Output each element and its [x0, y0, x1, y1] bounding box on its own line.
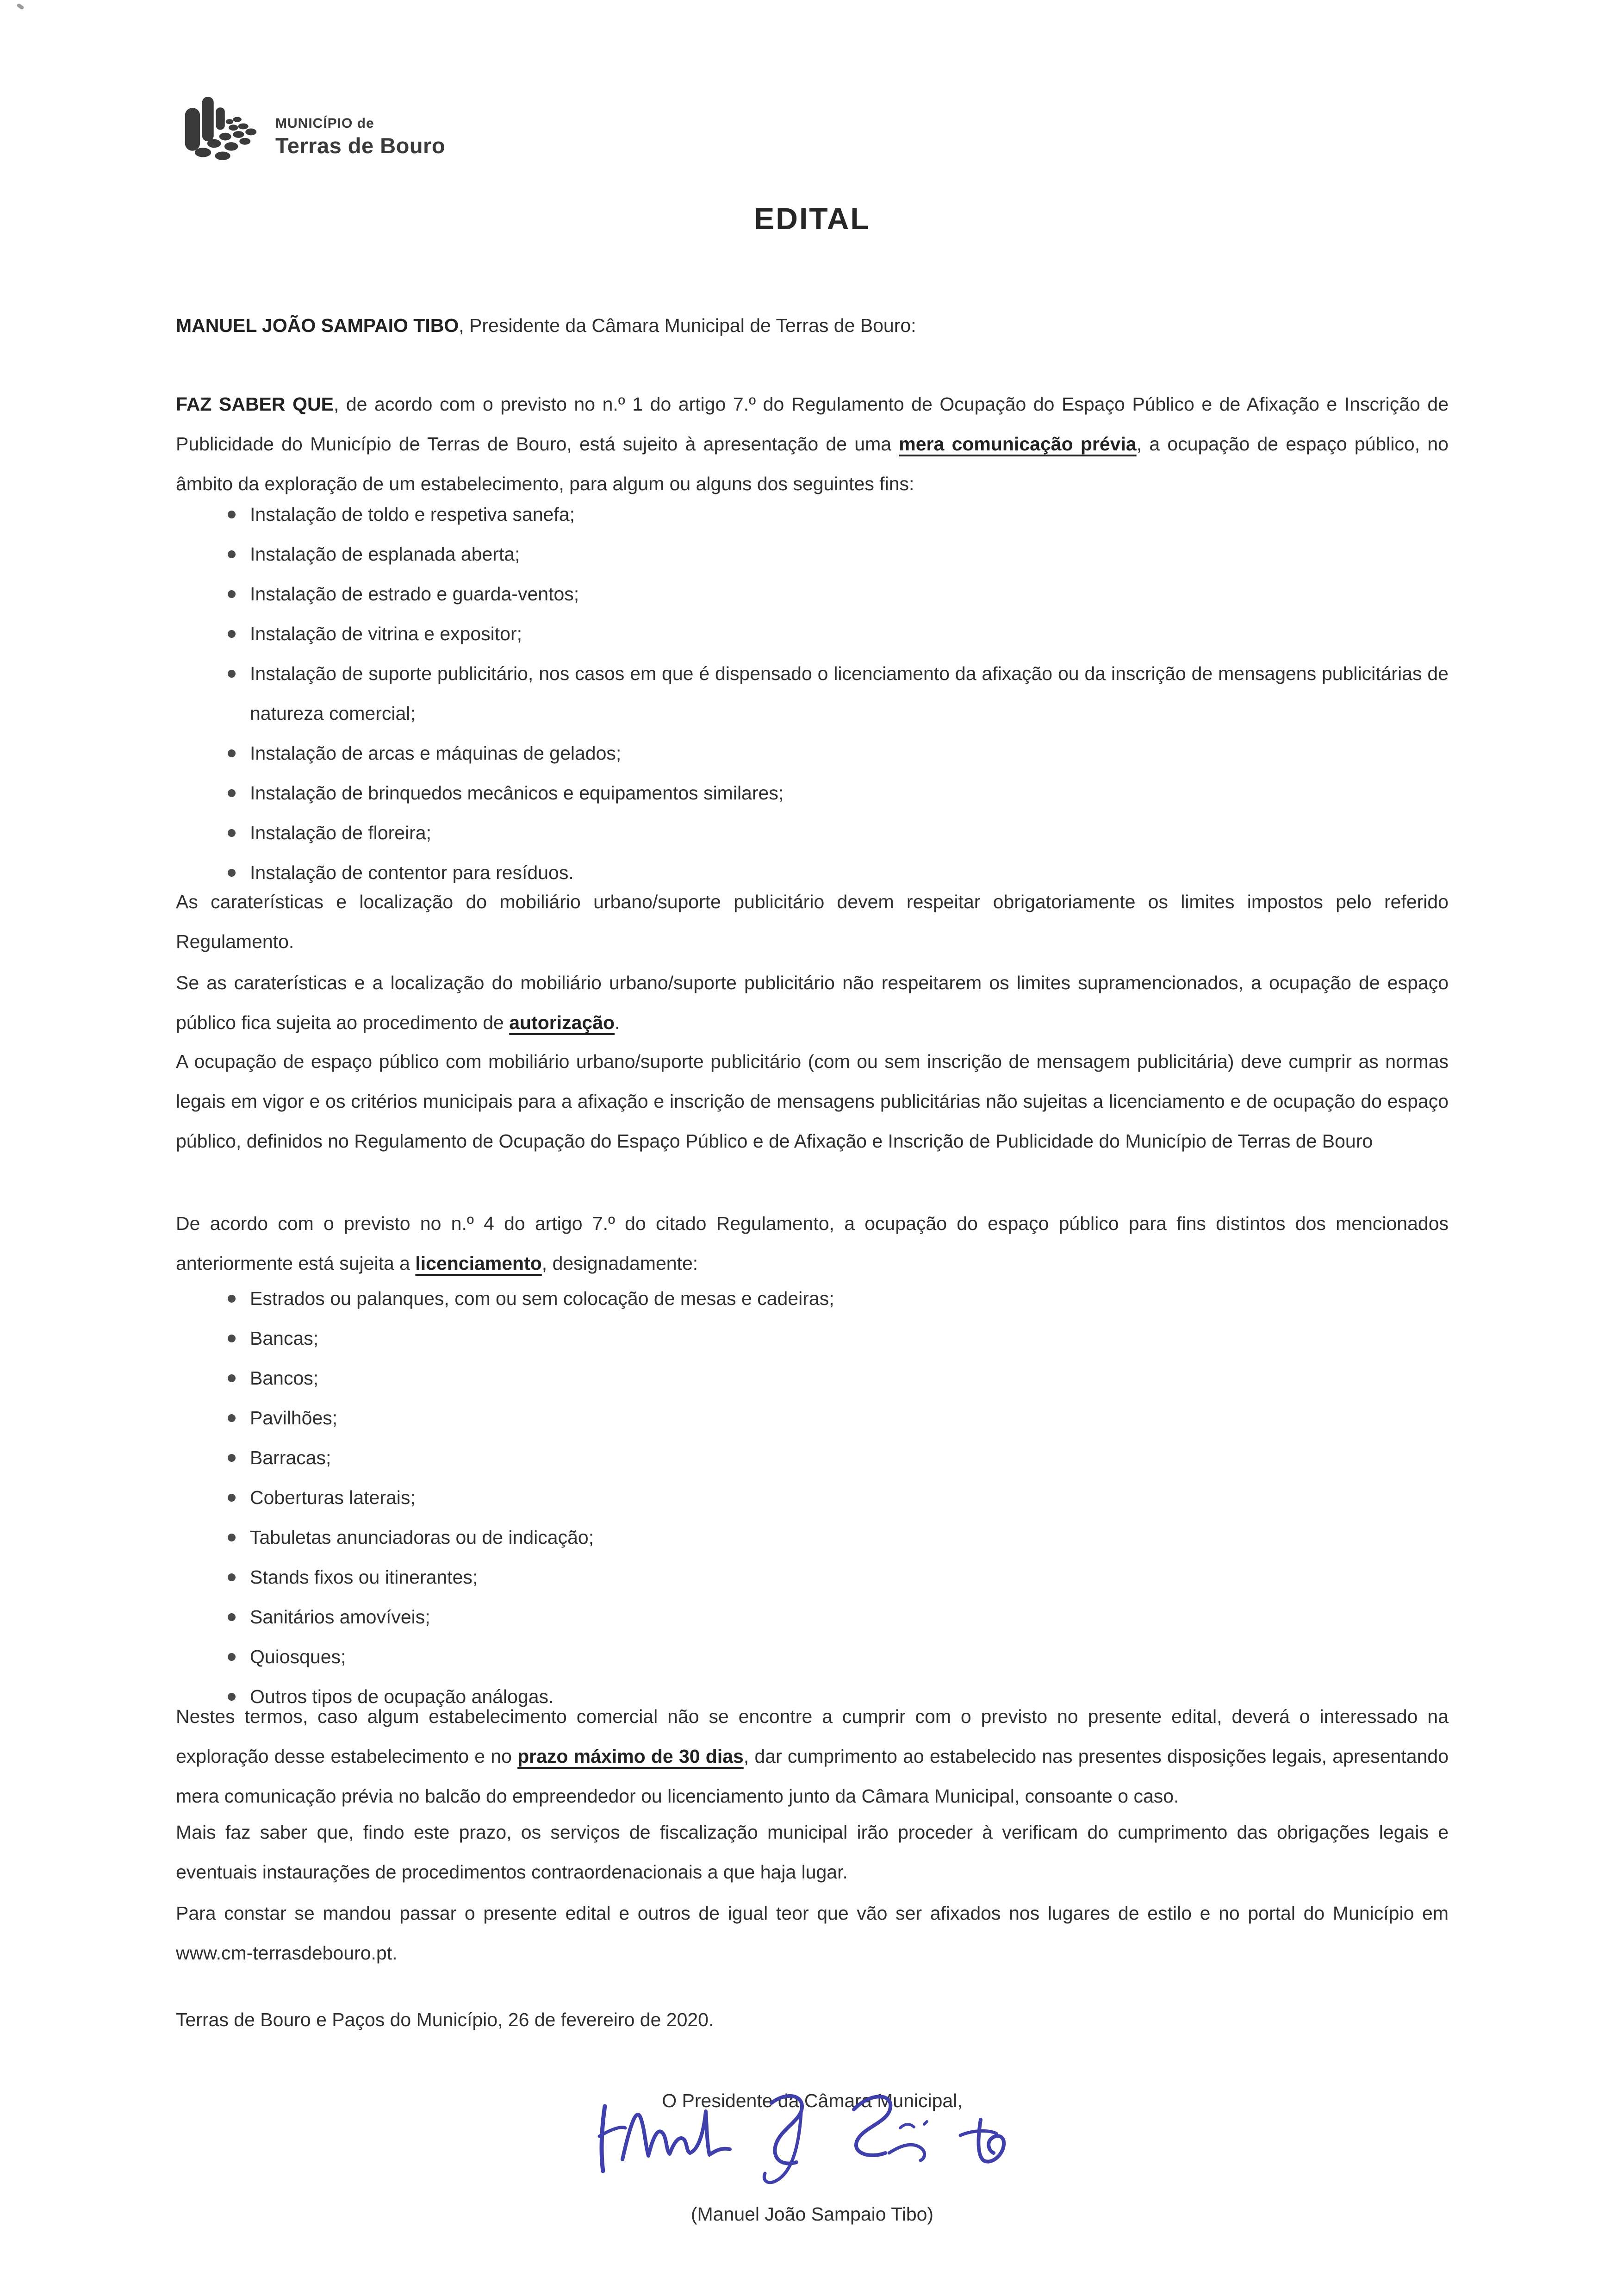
- paragraph-para-constar: Para constar se mandou passar o presente edital e outros de igual teor que vão ser afixados nos lugares de estilo e no portal do Município em www.cm-terrasdebouro.pt.: [176, 1903, 1449, 1964]
- p5-segment-1: De acordo com o previsto no n.º 4 do artigo 7.º do citado Regulamento, a ocupação do espaço público para fins distintos dos mencionados anteriormente está sujeita a: [176, 1213, 1449, 1274]
- municipality-logo-text: [275, 116, 445, 158]
- p6-segment-1: Nestes termos, caso algum estabelecimento comercial não se encontre a cumprir com o previsto no presente edital, deverá o interessado na exploração desse estabelecimento e no: [176, 1706, 1449, 1767]
- list-item: Instalação de suporte publicitário, nos casos em que é dispensado o licenciamento da afixação ou da inscrição de mensagens publicitárias de natureza comercial;: [176, 654, 1449, 733]
- municipality-logo-icon: [172, 92, 258, 166]
- emphasis-autorizacao: autorização: [509, 1012, 615, 1033]
- list-item: Sanitários amovíveis;: [176, 1597, 1449, 1637]
- emphasis-prazo-30-dias: prazo máximo de 30 dias: [517, 1746, 744, 1767]
- paragraph-nestes-termos: [176, 1697, 1449, 1816]
- list-item: Estrados ou palanques, com ou sem colocação de mesas e cadeiras;: [176, 1279, 1449, 1318]
- p6-segment-2: , dar cumprimento ao estabelecido nas presentes disposições legais, apresentando mera comunicação prévia no balcão do empreendedor ou licenciamento junto da Câmara Municipal, consoante o caso.: [176, 1746, 1449, 1807]
- paragraph-carateristicas: As caraterísticas e localização do mobiliário urbano/suporte publicitário devem respeitar obrigatoriamente os limites impostos pelo referido Regulamento.: [176, 891, 1449, 952]
- list-item: Bancos;: [176, 1358, 1449, 1398]
- list-item: Instalação de floreira;: [176, 813, 1449, 853]
- paragraph-autorizacao: [176, 963, 1449, 1042]
- paragraph-faz-saber: [176, 384, 1449, 504]
- paragraph-licenciamento: [176, 1204, 1449, 1283]
- logo-line-municipio: MUNICÍPIO de: [275, 116, 374, 131]
- p3-segment-2: .: [615, 1012, 620, 1033]
- list-item: Instalação de estrado e guarda-ventos;: [176, 574, 1449, 614]
- municipality-logo: [172, 92, 445, 166]
- scan-artifact: [16, 3, 25, 10]
- p1-segment-2: , a ocupação de espaço público, no âmbito da exploração de um estabelecimento, para algum ou alguns dos seguintes fins:: [176, 433, 1449, 494]
- place-date-line: Terras de Bouro e Paços do Município, 26 de fevereiro de 2020.: [176, 2009, 714, 2030]
- page-title: EDITAL: [754, 201, 871, 236]
- list-item: Bancas;: [176, 1318, 1449, 1358]
- president-name: MANUEL JOÃO SAMPAIO TIBO: [176, 315, 459, 336]
- logo-line-terras-de-bouro: Terras de Bouro: [275, 133, 446, 158]
- list-item: Instalação de brinquedos mecânicos e equipamentos similares;: [176, 773, 1449, 813]
- paragraph-ocupacao-normas: A ocupação de espaço público com mobiliário urbano/suporte publicitário (com ou sem inscrição de mensagem publicitária) deve cumprir as normas legais em vigor e os critérios municipais para a afixação e inscrição de mensagens publicitárias não sujeitas a licenciamento e de ocupação do espaço público, definidos no Regulamento de Ocupação do Espaço Público e de Afixação e Inscrição de Publicidade do Município de Terras de Bouro: [176, 1051, 1449, 1152]
- list-item: Outros tipos de ocupação análogas.: [176, 1677, 1449, 1716]
- p1-segment-1: , de acordo com o previsto no n.º 1 do artigo 7.º do Regulamento de Ocupação do Espaço Público e de Afixação e Inscrição de Publicidade do Município de Terras de Bouro, está sujeito à apresentação de uma: [176, 393, 1449, 455]
- list-item: Instalação de vitrina e expositor;: [176, 614, 1449, 654]
- p3-segment-1: Se as caraterísticas e a localização do mobiliário urbano/suporte publicitário não respeitarem os limites supramencionados, a ocupação de espaço público fica sujeita ao procedimento de: [176, 972, 1449, 1033]
- mera-comunicacao-list: [176, 494, 1449, 892]
- emphasis-licenciamento: licenciamento: [415, 1253, 542, 1274]
- paragraph-fiscalizacao: Mais faz saber que, findo este prazo, os serviços de fiscalização municipal irão proceder à verificam do cumprimento das obrigações legais e eventuais instaurações de procedimentos contraordenacionais a que haja lugar.: [176, 1822, 1449, 1883]
- list-item: Barracas;: [176, 1438, 1449, 1478]
- licenciamento-list: [176, 1279, 1449, 1716]
- list-item: Pavilhões;: [176, 1398, 1449, 1438]
- list-item: Instalação de esplanada aberta;: [176, 534, 1449, 574]
- emphasis-mera-comunicacao-previa: mera comunicação prévia: [899, 433, 1137, 455]
- signature-role-line: O Presidente da Câmara Municipal,: [662, 2090, 963, 2111]
- list-item: Instalação de contentor para resíduos.: [176, 853, 1449, 892]
- handwritten-signature: [595, 2085, 1030, 2187]
- president-role: , Presidente da Câmara Municipal de Terras de Bouro:: [459, 315, 916, 336]
- list-item: Stands fixos ou itinerantes;: [176, 1557, 1449, 1597]
- list-item: Quiosques;: [176, 1637, 1449, 1677]
- list-item: Instalação de arcas e máquinas de gelados;: [176, 733, 1449, 773]
- list-item: Coberturas laterais;: [176, 1478, 1449, 1517]
- intro-line: [176, 306, 1449, 345]
- list-item: Tabuletas anunciadoras ou de indicação;: [176, 1517, 1449, 1557]
- list-item: Instalação de toldo e respetiva sanefa;: [176, 494, 1449, 534]
- p5-segment-2: , designadamente:: [541, 1253, 698, 1274]
- signature-name-line: (Manuel João Sampaio Tibo): [690, 2203, 934, 2225]
- faz-saber-label: FAZ SABER QUE: [176, 393, 334, 415]
